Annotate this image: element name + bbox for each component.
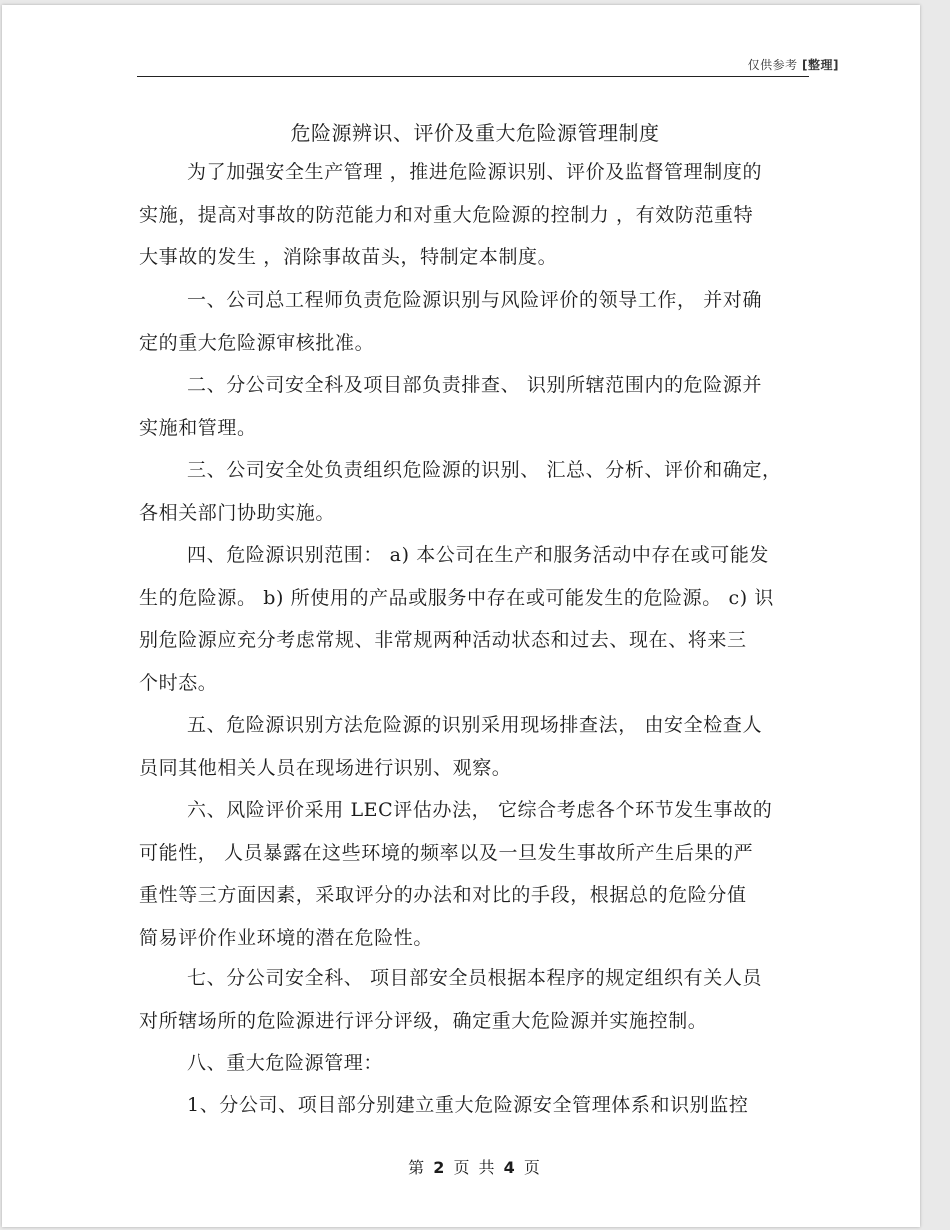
paragraph (139, 534, 811, 704)
paragraph (139, 1084, 811, 1127)
paragraph (139, 789, 811, 959)
paragraph-line: 重性等三方面因素，采取评分的办法和对比的手段，根据总的危险分值 (139, 884, 747, 906)
document-title: 危险源辨识、评价及重大危险源管理制度 (290, 121, 660, 145)
paragraph (139, 449, 811, 534)
paragraph (139, 279, 811, 364)
current-page-number: 2 (433, 1158, 447, 1177)
paragraph-line: 1、分公司、项目部分别建立重大危险源安全管理体系和识别监控 (187, 1094, 749, 1116)
paragraph (139, 151, 811, 279)
page-footer (0, 1155, 950, 1178)
footer-mid: 页 共 (453, 1158, 497, 1177)
paragraph-line: 二、分公司安全科及项目部负责排查、 识别所辖范围内的危险源并 (187, 374, 763, 396)
paragraph-line: 各相关部门协助实施。 (139, 501, 336, 524)
paragraph-line: 一、公司总工程师负责危险源识别与风险评价的领导工作， 并对确 (187, 289, 763, 311)
paragraph-line: 对所辖场所的危险源进行评分评级，确定重大危险源并实施控制。 (139, 1009, 708, 1032)
paragraph-line: 个时态。 (139, 671, 218, 694)
header-note (748, 56, 839, 73)
paragraph-line: 生的危险源。 b) 所使用的产品或服务中存在或可能发生的危险源。 c) 识 (139, 586, 774, 609)
paragraph-line: 为了加强安全生产管理 ，推进危险源识别、评价及监督管理制度的 (187, 161, 763, 183)
paragraph-line: 别危险源应充分考虑常规、非常规两种活动状态和过去、现在、将来三 (139, 629, 747, 651)
header-note-tag: [整理] (802, 58, 839, 72)
footer-suffix: 页 (523, 1158, 542, 1177)
paragraph-line: 实施，提高对事故的防范能力和对重大危险源的控制力 ，有效防范重特 (139, 203, 754, 226)
paragraph-line: 四、危险源识别范围： a) 本公司在生产和服务活动中存在或可能发 (187, 544, 770, 566)
total-page-number: 4 (503, 1158, 517, 1177)
paragraph-line: 简易评价作业环境的潜在危险性。 (139, 926, 434, 949)
paragraph-line: 三、公司安全处负责组织危险源的识别、 汇总、分析、评价和确定， (187, 459, 782, 481)
paragraph-line: 定的重大危险源审核批准。 (139, 331, 375, 354)
paragraph-line: 五、危险源识别方法危险源的识别采用现场排查法， 由安全检查人 (187, 714, 763, 736)
paragraph-line: 大事故的发生 ，消除事故苗头，特制定本制度。 (139, 246, 558, 268)
paragraph-line: 八、重大危险源管理： (187, 1052, 384, 1074)
paragraph-line: 实施和管理。 (139, 416, 257, 439)
paragraph (139, 1042, 811, 1085)
paragraph (139, 704, 811, 789)
paragraph (139, 364, 811, 449)
paragraph-line: 可能性， 人员暴露在这些环境的频率以及一旦发生事故所产生后果的严 (139, 841, 754, 864)
paragraph-line: 七、分公司安全科、 项目部安全员根据本程序的规定组织有关人员 (187, 967, 763, 989)
paragraph-line: 员同其他相关人员在现场进行识别、观察。 (139, 756, 512, 779)
paragraph-line: 六、风险评价采用 LEC评估办法， 它综合考虑各个环节发生事故的 (187, 799, 773, 821)
header-note-text: 仅供参考 (747, 58, 798, 72)
paragraph (139, 957, 811, 1042)
footer-prefix: 第 (408, 1158, 427, 1177)
header-divider (137, 76, 809, 77)
